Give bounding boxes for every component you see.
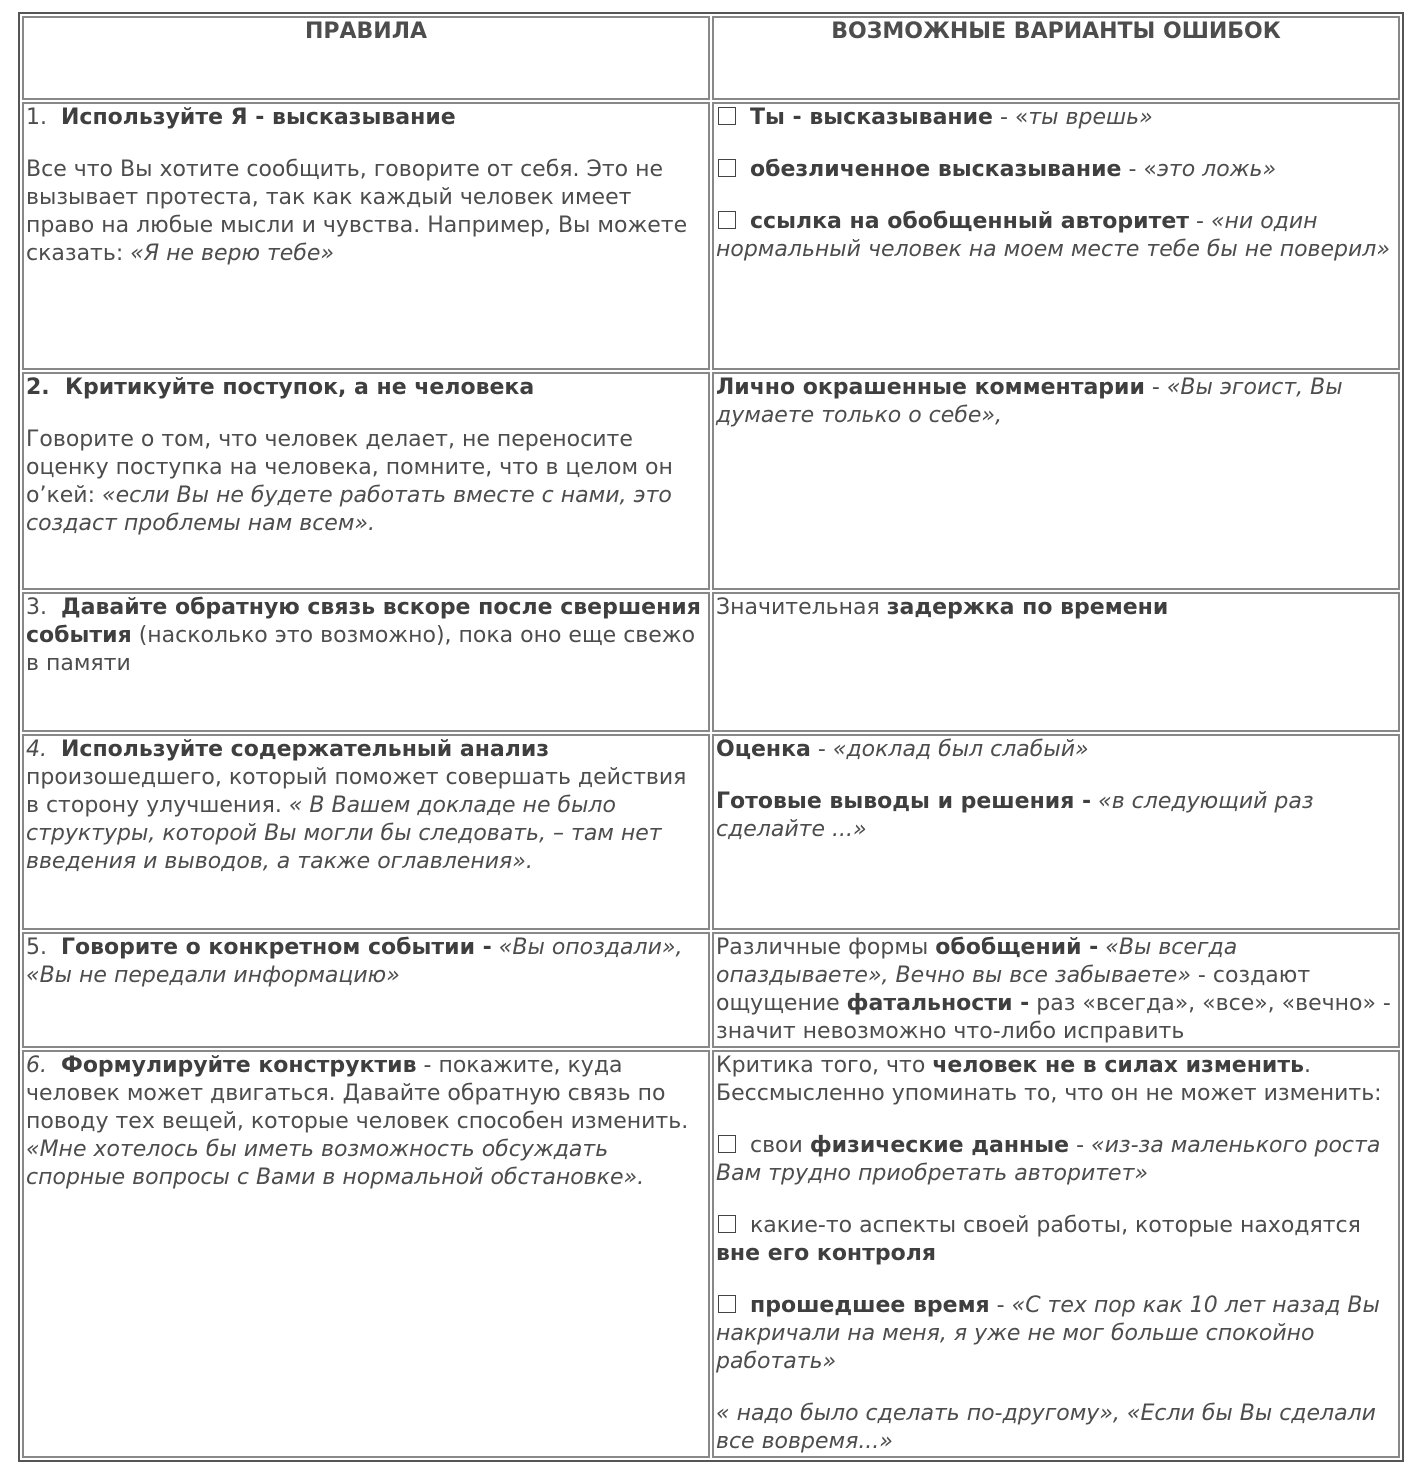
error-quote: «С тех пор как 10 лет назад Вы накричали на меня, я уже не мог больше спокойно работать» <box>716 1293 1380 1374</box>
error-title: обезличенное высказывание <box>750 157 1122 182</box>
error-quote: это ложь» <box>1156 157 1277 182</box>
error-plain: Значительная <box>716 595 887 620</box>
rule-body <box>492 935 499 960</box>
error-sep: - « <box>992 105 1029 130</box>
table-row <box>22 932 1400 1048</box>
error-cell <box>712 102 1400 370</box>
rule-number: 4. <box>26 737 47 762</box>
header-row <box>22 16 1400 100</box>
error-plain: свои <box>750 1133 810 1158</box>
error-title: Готовые выводы и решения - <box>716 789 1092 814</box>
error-plain: . <box>1304 1053 1312 1078</box>
error-plain: - создают ощущение <box>716 963 1311 1016</box>
rule-title: Давайте обратную связь вскоре после свершения события <box>26 595 701 648</box>
rule-title: Используйте Я - высказывание <box>61 105 456 130</box>
rule-title: Говорите о конкретном событии - <box>61 935 492 960</box>
checkbox-icon <box>718 1135 736 1153</box>
error-cell <box>712 592 1400 732</box>
rule-body: (насколько это возможно), пока оно еще свежо в памяти <box>26 623 696 676</box>
error-cell <box>712 372 1400 590</box>
checkbox-icon <box>718 211 736 229</box>
rule-body: - покажите, куда человек может двигаться. Давайте обратную связь по поводу тех вещей, которые человек способен изменить. <box>26 1053 689 1134</box>
rule-quote: «Мне хотелось бы иметь возможность обсуждать спорные вопросы с Вами в нормальной обстановке». <box>26 1137 645 1190</box>
error-sep: - <box>1144 375 1167 400</box>
table-row <box>22 592 1400 732</box>
error-plain: Бессмысленно упоминать то, что он не может изменить: <box>716 1081 1382 1106</box>
rule-title: Формулируйте конструктив <box>61 1053 417 1078</box>
error-title: человек не в силах изменить <box>932 1053 1305 1078</box>
rule-quote: «Вы опоздали», «Вы не передали информацию» <box>26 935 683 988</box>
checkbox-icon <box>718 1295 736 1313</box>
rule-body: Все что Вы хотите сообщить, говорите от себя. Это не вызывает протеста, так как каждый человек имеет право на любые мысли и чувства. Например, Вы можете сказать: <box>26 157 688 266</box>
error-plain: Критика того, что <box>716 1053 933 1078</box>
checkbox-icon <box>718 1215 736 1233</box>
table-row <box>22 102 1400 370</box>
error-title: Лично окрашенные комментарии <box>716 375 1145 400</box>
error-quote: «Вы всегда опаздываете», Вечно вы все забываете» <box>716 935 1238 988</box>
rule-body: произошедшего, который поможет совершать действия в сторону улучшения. <box>26 765 687 818</box>
error-quote: «доклад был слабый» <box>832 737 1089 762</box>
error-title: вне его контроля <box>716 1241 936 1266</box>
error-cell <box>712 734 1400 930</box>
rule-cell <box>22 592 710 732</box>
error-quote: «ни один нормальный человек на моем месте тебе бы не поверил» <box>716 209 1390 262</box>
rule-cell <box>22 1050 710 1458</box>
error-title: задержка по времени <box>886 595 1169 620</box>
error-quote: «из-за маленького роста Вам трудно приобретать авторитет» <box>716 1133 1381 1186</box>
rule-cell <box>22 932 710 1048</box>
error-quote: « надо было сделать по-другому», «Если бы Вы сделали все вовремя...» <box>716 1401 1376 1454</box>
rule-number: 3. <box>26 595 47 620</box>
table-row <box>22 734 1400 930</box>
rule-number: 1. <box>26 105 47 130</box>
rule-number: 5. <box>26 935 47 960</box>
rule-quote: «Я не верю тебе» <box>130 241 335 266</box>
rule-body: Говорите о том, что человек делает, не переносите оценку поступка на человека, помните, что в целом он о’кей: <box>26 427 673 508</box>
rule-quote: «если Вы не будете работать вместе с нами, это создаст проблемы нам всем». <box>26 483 672 536</box>
error-sep: - <box>810 737 833 762</box>
error-sep: - <box>1069 1133 1092 1158</box>
table-row <box>22 1050 1400 1458</box>
error-title: обобщений - <box>935 935 1099 960</box>
header-errors: ВОЗМОЖНЫЕ ВАРИАНТЫ ОШИБОК <box>712 16 1400 100</box>
rule-number: 6. <box>26 1053 47 1078</box>
rule-cell <box>22 734 710 930</box>
error-plain: Различные формы <box>716 935 936 960</box>
error-quote: «в следующий раз сделайте ...» <box>716 789 1314 842</box>
error-plain: раз «всегда», «все», «вечно» - значит невозможно что-либо исправить <box>716 991 1391 1044</box>
error-title: Оценка <box>716 737 811 762</box>
error-title: фатальности - <box>846 991 1030 1016</box>
error-quote: «Вы эгоист, Вы думаете только о себе», <box>716 375 1343 428</box>
error-title: Ты - высказывание <box>750 105 993 130</box>
error-sep: - <box>989 1293 1012 1318</box>
error-quote: ты врешь» <box>1028 105 1153 130</box>
error-cell <box>712 932 1400 1048</box>
error-title: прошедшее время <box>750 1293 990 1318</box>
error-title: ссылка на обобщенный авторитет <box>750 209 1190 234</box>
error-cell <box>712 1050 1400 1458</box>
rule-number: 2. <box>26 375 50 400</box>
error-plain: какие-то аспекты своей работы, которые находятся <box>750 1213 1361 1238</box>
rule-title: Критикуйте поступок, а не человека <box>65 375 535 400</box>
header-rules: ПРАВИЛА <box>22 16 710 100</box>
checkbox-icon <box>718 107 736 125</box>
table-row <box>22 372 1400 590</box>
rule-cell <box>22 102 710 370</box>
feedback-rules-table <box>18 12 1404 1462</box>
error-sep: - <box>1189 209 1211 234</box>
rule-quote: « В Вашем докладе не было структуры, которой Вы могли бы следовать, – там нет введения и выводов, а также оглавления». <box>26 793 662 874</box>
rule-title: Используйте содержательный анализ <box>61 737 550 762</box>
checkbox-icon <box>718 159 736 177</box>
rule-cell <box>22 372 710 590</box>
error-sep: - « <box>1121 157 1157 182</box>
error-title: физические данные <box>809 1133 1070 1158</box>
